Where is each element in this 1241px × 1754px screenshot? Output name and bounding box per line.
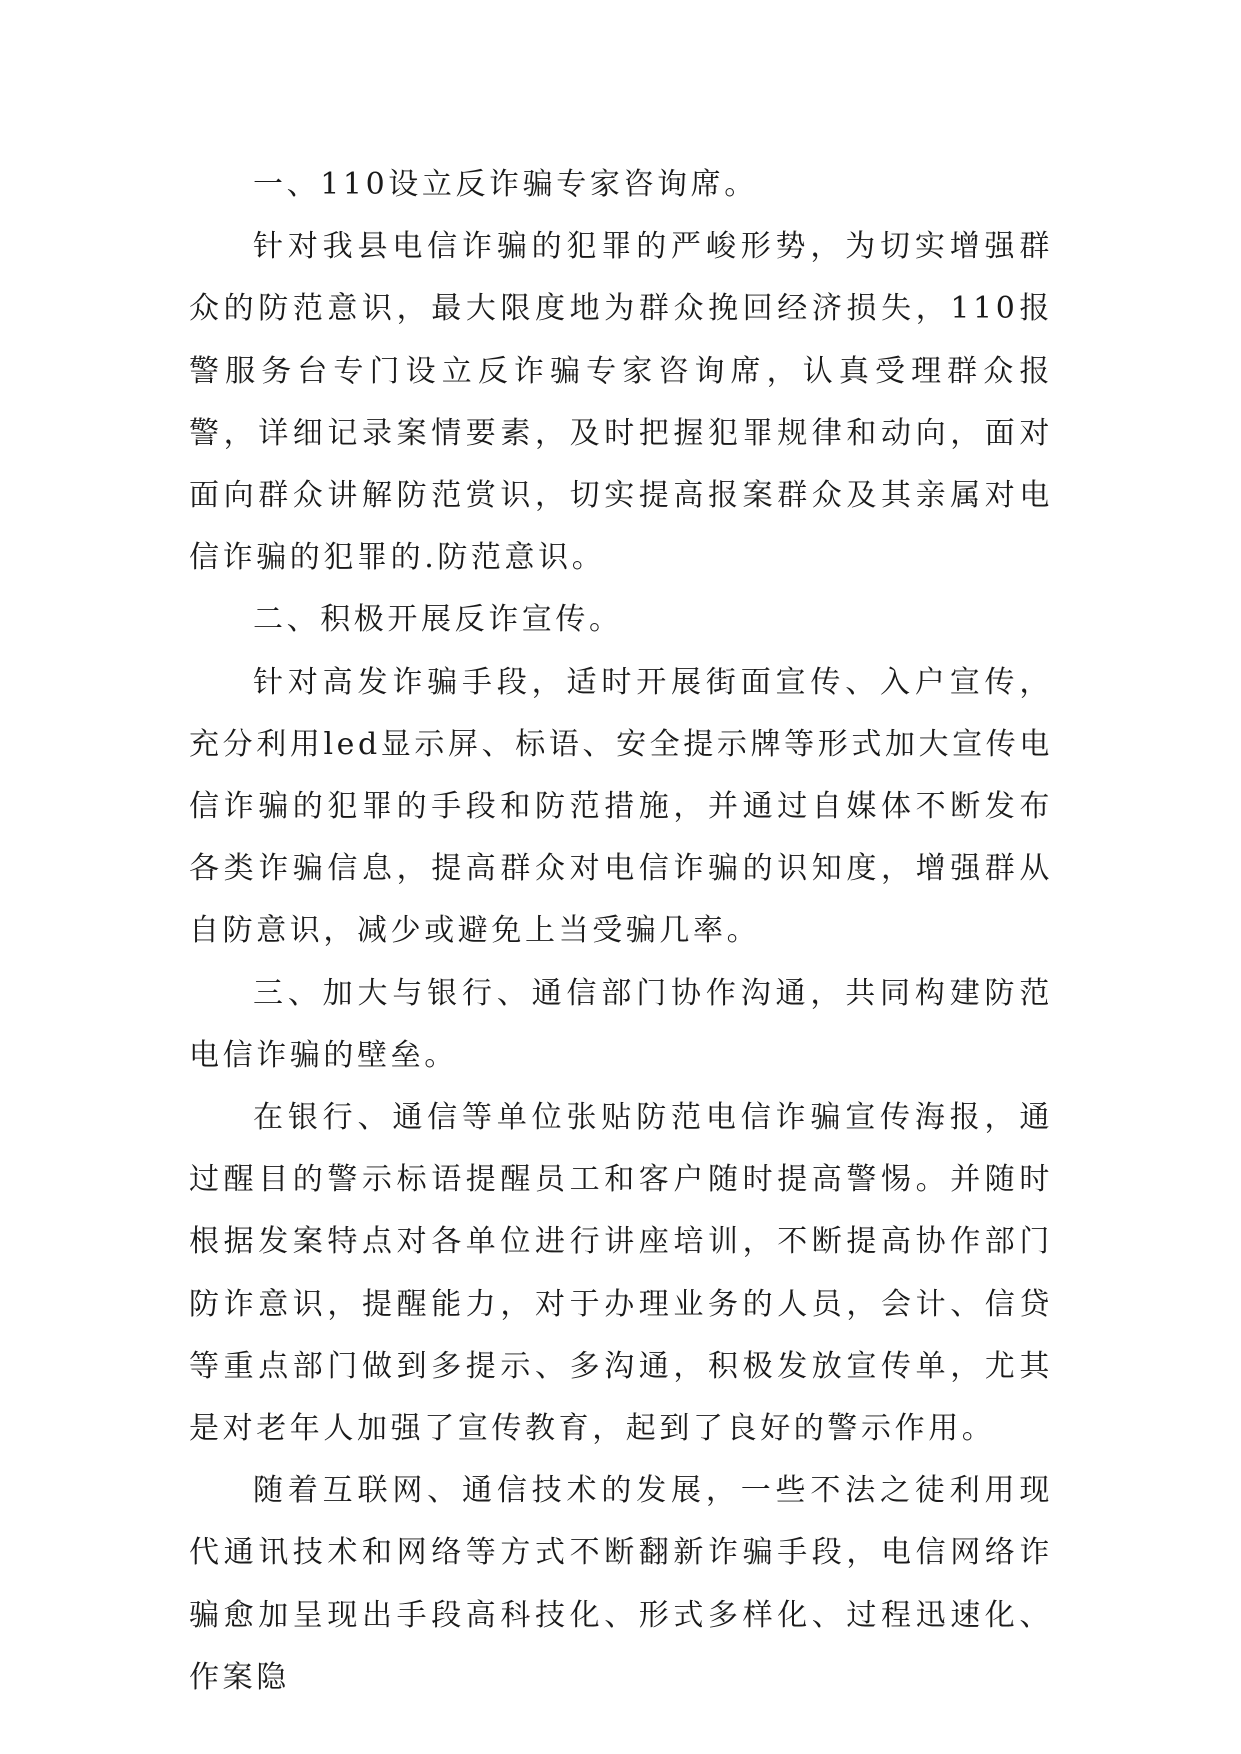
document-body <box>189 154 1053 1709</box>
section-heading-3: 三、加大与银行、通信部门协作沟通，共同构建防范电信诈骗的壁垒。 <box>189 975 1053 1073</box>
body-paragraph-4: 随着互联网、通信技术的发展，一些不法之徒利用现代通讯技术和网络等方式不断翻新诈骗手段，电信网络诈骗愈加呈现出手段高科技化、形式多样化、过程迅速化、作案隐 <box>189 1473 1053 1695</box>
section-heading-2: 二、积极开展反诈宣传。 <box>253 602 623 638</box>
body-paragraph-3: 在银行、通信等单位张贴防范电信诈骗宣传海报，通过醒目的警示标语提醒员工和客户随时提高警惕。并随时根据发案特点对各单位进行讲座培训，不断提高协作部门防诈意识，提醒能力，对于办理业务的人员，会计、信贷等重点部门做到多提示、多沟通，积极发放宣传单，尤其是对老年人加强了宣传教育，起到了良好的警示作用。 <box>189 1100 1053 1447</box>
body-paragraph-2: 针对高发诈骗手段，适时开展街面宣传、入户宣传，充分利用led显示屏、标语、安全提示牌等形式加大宣传电信诈骗的犯罪的手段和防范措施，并通过自媒体不断发布各类诈骗信息，提高群众对电信诈骗的识知度，增强群从自防意识，减少或避免上当受骗几率。 <box>189 664 1053 949</box>
section-heading-1: 一、110设立反诈骗专家咨询席。 <box>253 167 758 202</box>
body-paragraph-1: 针对我县电信诈骗的犯罪的严峻形势，为切实增强群众的防范意识，最大限度地为群众挽回经济损失，110报警服务台专门设立反诈骗专家咨询席，认真受理群众报警，详细记录案情要素，及时把握犯罪规律和动向，面对面向群众讲解防范赏识，切实提高报案群众及其亲属对电信诈骗的犯罪的.防范意识。 <box>189 229 1053 576</box>
